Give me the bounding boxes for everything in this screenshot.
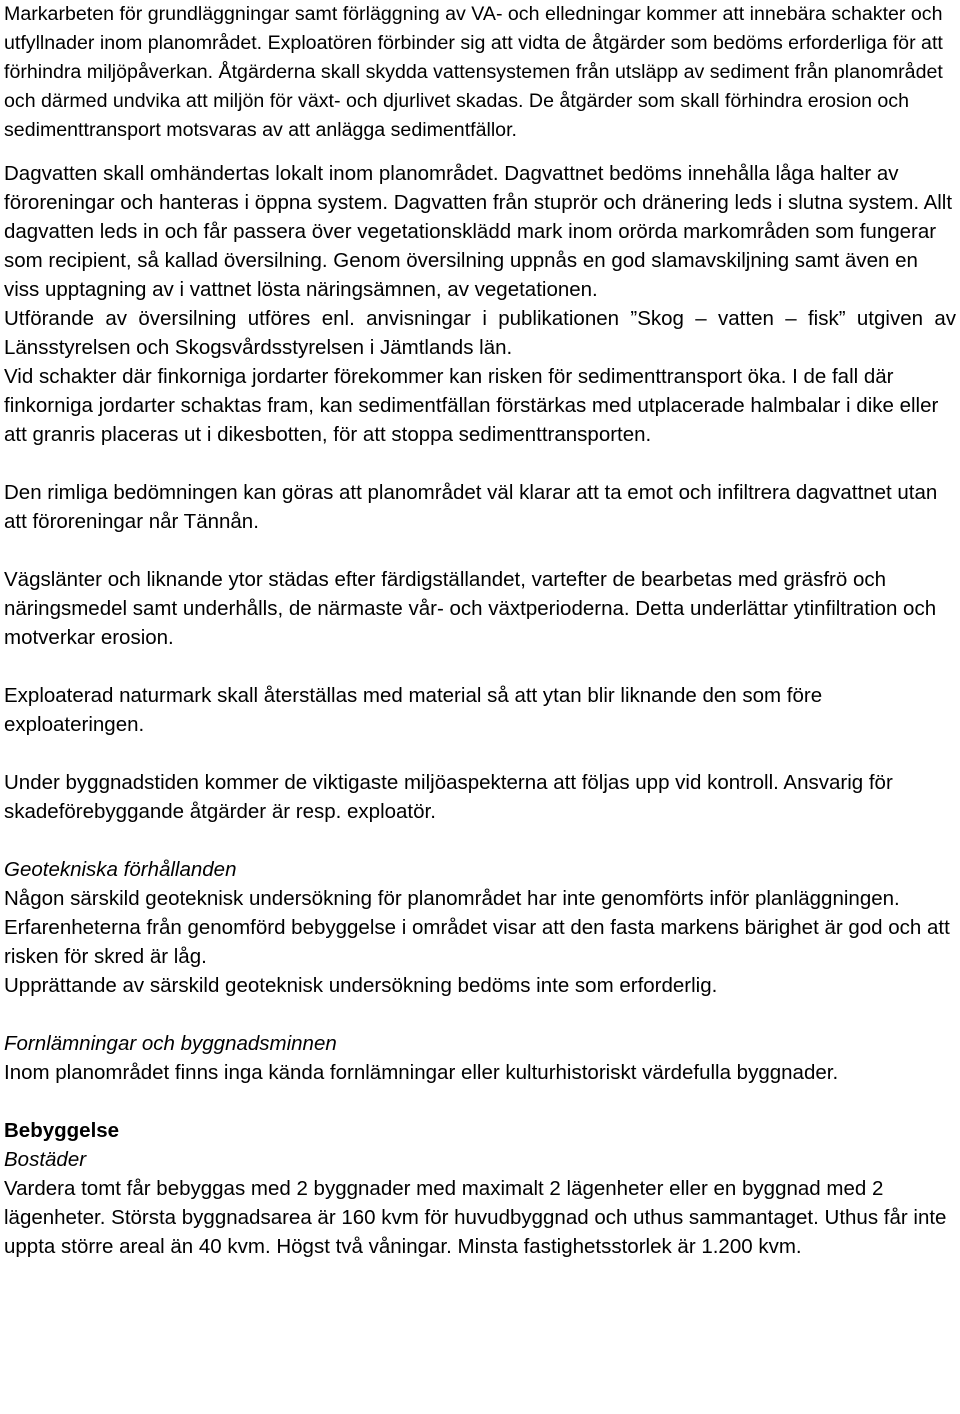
paragraph-geoteknik-1: Någon särskild geoteknisk undersökning för planområdet har inte genomförts inför planläggningen. Erfarenheterna från genomförd bebyggelse i området visar att den fasta markens bärighet är god och att risken för skred är låg. — [4, 887, 950, 968]
section-heading-fornlamningar: Fornlämningar och byggnadsminnen — [4, 1032, 337, 1055]
section-heading-bebyggelse: Bebyggelse — [4, 1119, 120, 1142]
paragraph-bostader: Vardera tomt får bebyggas med 2 byggnader med maximalt 2 lägenheter eller en byggnad med 2 lägenheter. Största byggnadsarea är 160 kvm för huvudbyggnad och uthus sammantaget. Uthus får inte uppta större areal än 40 kvm. Högst två våningar. Minsta fastighetsstorlek är 1.200 kvm. — [4, 1177, 947, 1258]
paragraph-vagslanter: Vägslänter och liknande ytor städas efter färdigställandet, vartefter de bearbetas med gräsfrö och näringsmedel samt underhålls, de närmaste vår- och växtperioderna. Detta underlättar ytinfiltration och motverkar erosion. — [4, 568, 937, 649]
paragraph-bedomning: Den rimliga bedömningen kan göras att planområdet väl klarar att ta emot och infiltrera dagvattnet utan att föroreningar når Tännån. — [4, 481, 938, 533]
section-bebyggelse — [4, 1116, 956, 1261]
paragraph-geoteknik-2: Upprättande av särskild geoteknisk undersökning bedöms inte som erforderlig. — [4, 974, 718, 997]
subheading-bostader: Bostäder — [4, 1148, 87, 1171]
section-heading-geoteknik: Geotekniska förhållanden — [4, 858, 237, 881]
paragraph-naturmark: Exploaterad naturmark skall återställas med material så att ytan blir liknande den som före exploateringen. — [4, 684, 823, 736]
paragraph-byggnadstiden: Under byggnadstiden kommer de viktigaste miljöaspekterna att följas upp vid kontroll. Ansvarig för skadeförebyggande åtgärder är resp. exploatör. — [4, 771, 893, 823]
section-fornlamningar — [4, 1029, 956, 1087]
paragraph-markarbeten: Markarbeten för grundläggningar samt förläggning av VA- och elledningar kommer att innebära schakter och utfyllnader inom planområdet. Exploatören förbinder sig att vidta de åtgärder som bedöms erforderliga för att förhindra miljöpåverkan. Åtgärderna skall skydda vattensystemen från utsläpp av sediment från planområdet och därmed undvika att miljön för växt- och djurlivet skadas. De åtgärder som skall förhindra erosion och sedimenttransport motsvaras av att anlägga sedimentfällor. — [4, 3, 943, 141]
paragraph-schakter: Vid schakter där finkorniga jordarter förekommer kan risken för sedimenttransport öka. I de fall där finkorniga jordarter schaktas fram, kan sedimentfällan förstärkas med utplacerade halmbalar i dike eller att granris placeras ut i dikesbotten, för att stoppa sedimenttransporten. — [4, 365, 939, 446]
paragraph-oversilning: Utförande av översilning utföres enl. anvisningar i publikationen ”Skog – vatten – fisk” utgiven av Länsstyrelsen och Skogsvårdsstyrelsen i Jämtlands län. — [4, 307, 956, 359]
paragraph-fornlamningar: Inom planområdet finns inga kända fornlämningar eller kulturhistoriskt värdefulla byggnader. — [4, 1061, 839, 1084]
paragraph-dagvatten: Dagvatten skall omhändertas lokalt inom planområdet. Dagvattnet bedöms innehålla låga halter av föroreningar och hanteras i öppna system. Dagvatten från stuprör och dränering leds i slutna system. Allt dagvatten leds in och får passera över vegetationsklädd mark inom orörda markområden som fungerar som recipient, så kallad översilning. Genom översilning uppnås en god slamavskiljning samt även en viss upptagning av i vattnet lösta näringsämnen, av vegetationen. — [4, 162, 953, 301]
section-geoteknik — [4, 855, 956, 1000]
